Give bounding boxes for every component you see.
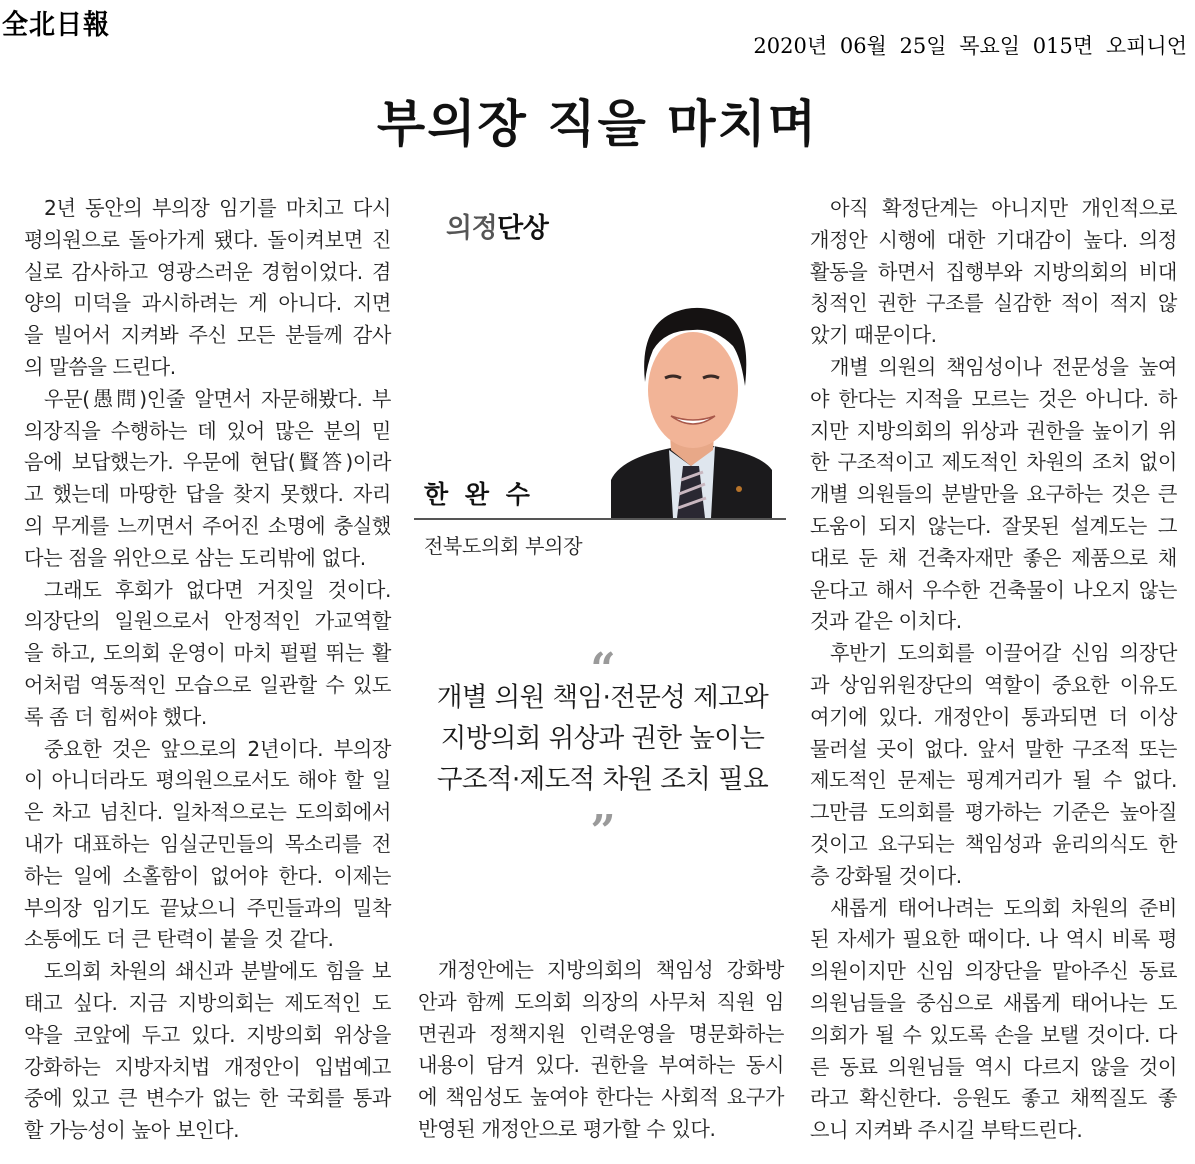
text-line: 새롭게 태어나려는 도의회 차원의 준비 (830, 895, 1177, 920)
text-line: 소통에도 더 큰 탄력이 붙을 것 같다. (24, 927, 334, 952)
text-line: 양의 미덕을 과시하려는 게 아니다. 지면 (24, 291, 391, 316)
text-line: 개별 의원의 책임성이나 전문성을 높여 (830, 354, 1177, 379)
text-line: 그래도 후회가 없다면 거짓일 것이다. (44, 577, 391, 602)
text-line: 제도적인 문제는 핑계거리가 될 수 없다. (810, 768, 1177, 793)
text-line: 고 했는데 마땅한 답을 찾지 못했다. 자리 (24, 482, 391, 507)
text-line: 록 좀 더 힘써야 했다. (24, 704, 207, 729)
text-line: 대로 둔 채 건축자재만 좋은 제품으로 채 (810, 545, 1177, 570)
text-line: 이 아니더라도 평의원으로서도 해야 할 일 (24, 768, 391, 793)
page-number: 015면 (1032, 34, 1094, 58)
date-year: 2020년 (753, 34, 828, 58)
text-line: 부의장 임기도 끝났으니 주민들과의 밀착 (24, 895, 391, 920)
text-line: 중요한 것은 앞으로의 2년이다. 부의장 (44, 736, 391, 761)
text-line: 태고 싶다. 지금 지방의회는 제도적인 도 (24, 990, 391, 1015)
text-line: 의장직을 수행하는 데 있어 많은 분의 믿 (24, 418, 391, 443)
text-line: 것이고 요구되는 책임성과 윤리의식도 한 (810, 831, 1177, 856)
text-line: 칭적인 권한 구조를 실감한 적이 적지 않 (810, 291, 1177, 316)
pull-quote-line: 지방의회 위상과 권한 높이는 (440, 723, 765, 754)
text-line: 한 구조적이고 제도적인 차원의 조치 없이 (810, 450, 1177, 475)
text-line: 운다고 해서 우수한 건축물이 나오지 않는 (810, 577, 1177, 602)
text-line: 을 빌어서 지켜봐 주신 모든 분들께 감사 (24, 323, 391, 348)
text-line: 개정안에는 지방의회의 책임성 강화방 (438, 958, 784, 982)
article-column-left (24, 193, 391, 1147)
text-line: 것과 같은 이치다. (810, 609, 962, 634)
text-line: 은 차고 넘친다. 일차적으로는 도의회에서 (24, 800, 391, 825)
text-line: 하는 일에 소홀함이 없어야 한다. 이제는 (24, 863, 391, 888)
column-label-part1: 의정 (446, 213, 498, 244)
text-line: 활동을 하면서 집행부와 지방의회의 비대 (810, 259, 1177, 284)
text-line: 도움이 되지 않는다. 잘못된 설계도는 그 (810, 513, 1177, 538)
text-line: 된 자세가 필요한 때이다. 나 역시 비록 평 (810, 927, 1177, 952)
text-line: 면권과 정책지원 인력운영을 명문화하는 (418, 1021, 784, 1046)
author-title: 전북도의회 부의장 (424, 534, 583, 558)
text-line: 여기에 있다. 개정안이 통과되면 더 이상 (810, 704, 1177, 729)
text-line: 내가 대표하는 임실군민들의 목소리를 전 (24, 831, 391, 856)
text-line: 으니 지켜봐 주시길 부탁드린다. (810, 1118, 1083, 1143)
text-line: 약을 코앞에 두고 있다. 지방의회 위상을 (24, 1022, 391, 1047)
text-line: 층 강화될 것이다. (810, 863, 962, 888)
text-line: 반영된 개정안으로 평가할 수 있다. (418, 1116, 716, 1141)
text-line: 2년 동안의 부의장 임기를 마치고 다시 (44, 196, 391, 220)
text-line: 물러설 곳이 없다. 앞서 말한 구조적 또는 (810, 736, 1177, 761)
author-divider (414, 518, 786, 520)
newspaper-logo: 全北日報 (2, 9, 111, 41)
text-line: 안과 함께 도의회 의장의 사무처 직원 임 (418, 989, 784, 1014)
text-line: 내용이 담겨 있다. 권한을 부여하는 동시 (418, 1053, 784, 1078)
text-line: 다는 점을 위안으로 삼는 도리밖에 없다. (24, 545, 366, 570)
text-line: 어처럼 역동적인 모습으로 일관할 수 있도 (24, 672, 391, 697)
pull-quote (410, 677, 795, 800)
text-line: 음에 보답했는가. 우문에 현답(賢答)이라 (24, 450, 391, 475)
text-line: 의원이지만 신임 의장단을 맡아주신 동료 (810, 959, 1177, 984)
text-line: 른 동료 의원님들 역시 다르지 않을 것이 (810, 1054, 1177, 1079)
pull-quote-line: 구조적·제도적 차원 조치 필요 (436, 764, 769, 795)
text-line: 후반기 도의회를 이끌어갈 신임 의장단 (830, 641, 1177, 666)
text-line: 의장단의 일원으로서 안정적인 가교역할 (24, 609, 391, 634)
text-line: 야 한다는 지적을 모르는 것은 아니다. 하 (810, 386, 1177, 411)
date-month: 06월 (839, 34, 887, 58)
text-line: 지만 지방의회의 위상과 권한을 높이기 위 (810, 418, 1177, 443)
text-line: 중에 있고 큰 변수가 없는 한 국회를 통과 (24, 1086, 391, 1111)
date-weekday: 목요일 (959, 34, 1021, 58)
author-name: 한 완 수 (424, 480, 534, 509)
article-column-right (810, 193, 1177, 1147)
text-line: 의회가 될 수 있도록 손을 보탤 것이다. 다 (810, 1022, 1177, 1047)
pull-quote-line: 개별 의원 책임·전문성 제고와 (436, 682, 769, 713)
text-line: 았기 때문이다. (810, 323, 937, 348)
text-line: 의원님들을 중심으로 새롭게 태어나는 도 (810, 990, 1177, 1015)
section-name: 오피니언 (1105, 34, 1187, 58)
date-day: 25일 (899, 34, 947, 58)
text-line: 평의원으로 돌아가게 됐다. 돌이켜보면 진 (24, 227, 391, 252)
text-line: 의 말씀을 드린다. (24, 354, 176, 379)
column-label-part2: 단상 (497, 213, 549, 244)
article-column-middle (418, 955, 784, 1146)
text-line: 실로 감사하고 영광스러운 경험이었다. 겸 (24, 259, 391, 284)
text-line: 개정안 시행에 대한 기대감이 높다. 의정 (810, 227, 1177, 252)
text-line: 강화하는 지방자치법 개정안이 입법예고 (24, 1054, 391, 1079)
text-line: 아직 확정단계는 아니지만 개인적으로 (830, 196, 1177, 220)
text-line: 에 책임성도 높여야 한다는 사회적 요구가 (418, 1085, 784, 1110)
dateline (753, 30, 1187, 60)
text-line: 도의회 차원의 쇄신과 분발에도 힘을 보 (44, 959, 391, 984)
article-headline: 부의장 직을 마치며 (376, 94, 819, 153)
text-line: 우문(愚問)인줄 알면서 자문해봤다. 부 (44, 386, 391, 411)
author-portrait-image (611, 290, 772, 518)
text-line: 라고 확신한다. 응원도 좋고 채찍질도 좋 (810, 1086, 1177, 1111)
close-quote-icon: ” (590, 806, 616, 857)
text-line: 과 상임위원장단의 역할이 중요한 이유도 (810, 672, 1177, 697)
text-line: 개별 의원들의 분발만을 요구하는 것은 큰 (810, 482, 1177, 507)
text-line: 을 하고, 도의회 운영이 마치 펄펄 뛰는 활 (24, 641, 391, 666)
text-line: 할 가능성이 높아 보인다. (24, 1118, 240, 1143)
person-photo-icon (611, 290, 772, 518)
text-line: 그만큼 도의회를 평가하는 기준은 높아질 (810, 800, 1177, 825)
column-section-label (446, 206, 548, 245)
open-quote-icon: “ (590, 644, 616, 695)
text-line: 의 무게를 느끼면서 주어진 소명에 충실했 (24, 513, 391, 538)
